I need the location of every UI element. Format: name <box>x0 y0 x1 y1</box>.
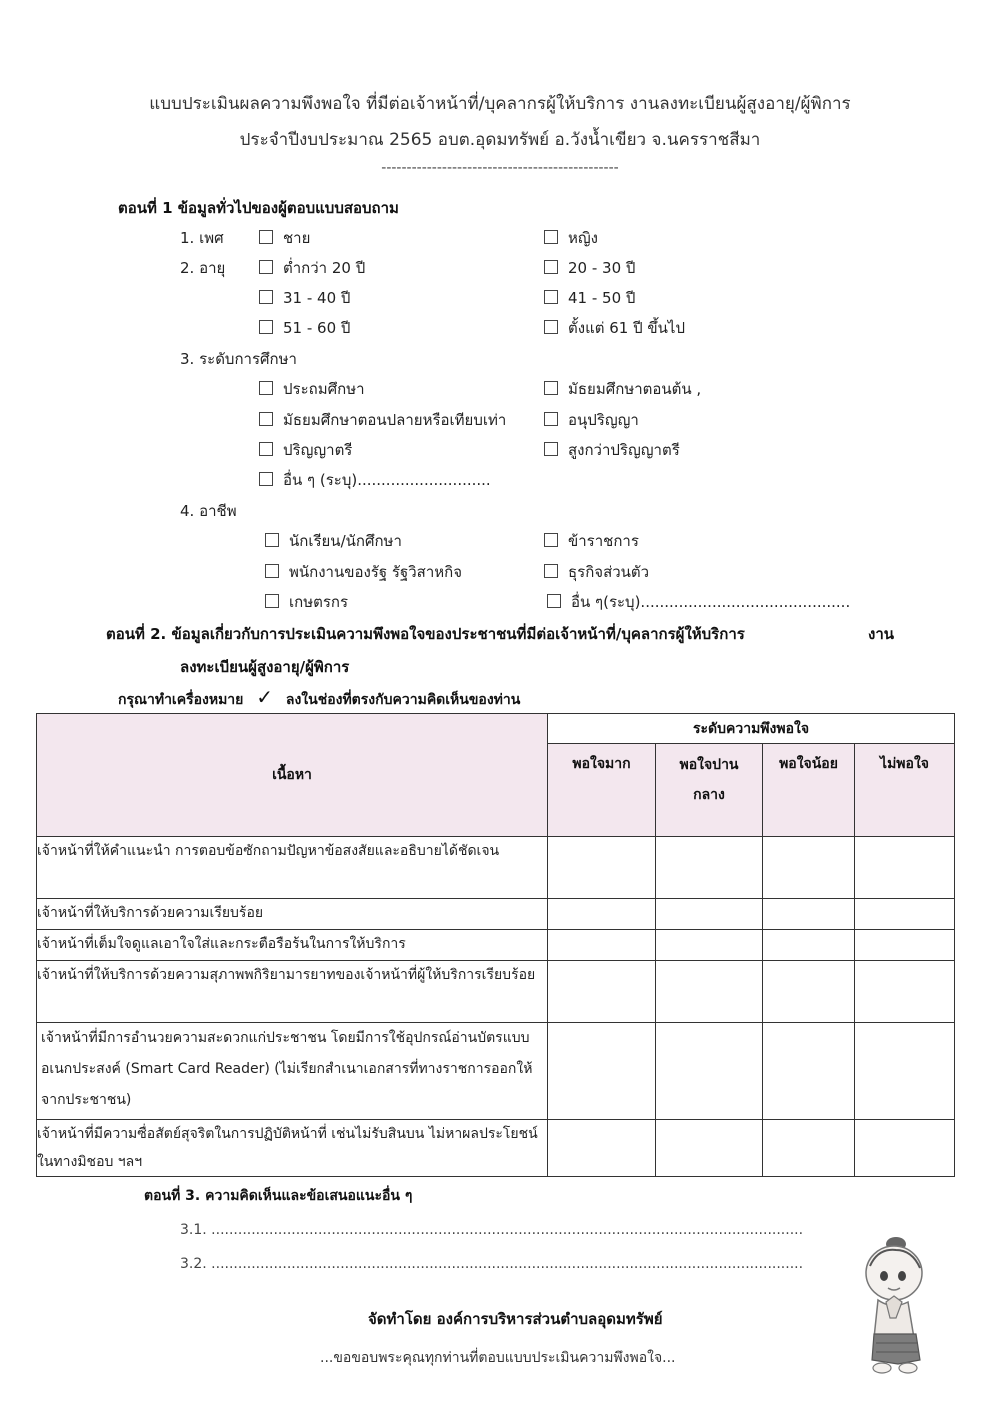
rating-cell[interactable] <box>656 1023 763 1120</box>
table-row <box>37 837 955 899</box>
checkbox[interactable] <box>544 320 558 334</box>
prepared-by: จัดทำโดย องค์การบริหารส่วนตำบลอุดมทรัพย์ <box>368 1310 663 1328</box>
gender-option-male[interactable]: ชาย <box>259 226 310 250</box>
table-row <box>37 961 955 1023</box>
rating-cell[interactable] <box>763 899 855 930</box>
row-criterion: เจ้าหน้าที่เต็มใจดูแลเอาใจใส่และกระตือรือร้นในการให้บริการ <box>37 930 548 961</box>
checkbox[interactable] <box>265 594 279 608</box>
checkbox[interactable] <box>265 533 279 547</box>
age-option-51-60[interactable]: 51 - 60 ปี <box>259 316 350 340</box>
part3-heading: ตอนที่ 3. ความคิดเห็นและข้อเสนอแนะอื่น ๆ <box>144 1188 413 1204</box>
satisfaction-table <box>36 713 955 1177</box>
satisfaction-level-header: ระดับความพึงพอใจ <box>548 714 955 744</box>
rating-cell[interactable] <box>656 961 763 1023</box>
mascot-boy-icon <box>848 1228 938 1378</box>
part2-heading-line1: ตอนที่ 2. ข้อมูลเกี่ยวกับการประเมินความพึงพอใจของประชาชนที่มีต่อเจ้าหน้าที่/บุคลากรผู้ให้บริการ <box>106 625 745 643</box>
age-option-under20[interactable]: ต่ำกว่า 20 ปี <box>259 256 365 280</box>
checkbox[interactable] <box>544 442 558 456</box>
rating-cell[interactable] <box>656 899 763 930</box>
rating-cell[interactable] <box>548 899 656 930</box>
occupation-label: 4. อาชีพ <box>180 502 237 520</box>
part1-heading: ตอนที่ 1 ข้อมูลทั่วไปของผู้ตอบแบบสอบถาม <box>118 199 399 217</box>
part2-heading-line2: ลงทะเบียนผู้สูงอายุ/ผู้พิการ <box>180 658 350 676</box>
checkbox[interactable] <box>544 533 558 547</box>
rating-cell[interactable] <box>855 961 955 1023</box>
rating-cell[interactable] <box>855 1023 955 1120</box>
occ-option-farmer[interactable]: เกษตรกร <box>265 590 348 614</box>
level-not-satisfied: ไม่พอใจ <box>855 744 955 837</box>
checkbox[interactable] <box>259 472 273 486</box>
occ-option-business[interactable]: ธุรกิจส่วนตัว <box>544 560 649 584</box>
comment-line-1[interactable]: 3.1. ..................................................................................................................................... <box>180 1222 804 1238</box>
content-header: เนื้อหา <box>37 714 548 837</box>
rating-cell[interactable] <box>763 961 855 1023</box>
checkbox[interactable] <box>259 381 273 395</box>
comment-line-2[interactable]: 3.2. ..................................................................................................................................... <box>180 1256 804 1272</box>
rating-cell[interactable] <box>855 930 955 961</box>
rating-cell[interactable] <box>855 1120 955 1177</box>
occ-option-state-employee[interactable]: พนักงานของรัฐ รัฐวิสาหกิจ <box>265 560 462 584</box>
edu-option-other[interactable]: อื่น ๆ (ระบุ)............................ <box>259 468 491 492</box>
level-moderately-satisfied: พอใจปาน กลาง <box>656 744 763 837</box>
checkbox[interactable] <box>265 564 279 578</box>
rating-cell[interactable] <box>763 1023 855 1120</box>
rating-cell[interactable] <box>656 1120 763 1177</box>
form-title-line1: แบบประเมินผลความพึงพอใจ ที่มีต่อเจ้าหน้าที่/บุคลากรผู้ให้บริการ งานลงทะเบียนผู้สูงอายุ/ผู้พิการ <box>149 94 851 114</box>
row-criterion: เจ้าหน้าที่ให้บริการด้วยความสุภาพพกิริยามารยาทของเจ้าหน้าที่ผู้ให้บริการเรียบร้อย <box>37 961 548 1023</box>
rating-cell[interactable] <box>656 837 763 899</box>
occ-option-student[interactable]: นักเรียน/นักศึกษา <box>265 529 402 553</box>
thank-you-note: ...ขอขอบพระคุณทุกท่านที่ตอบแบบประเมินความพึงพอใจ... <box>320 1350 676 1366</box>
gender-option-female[interactable]: หญิง <box>544 226 598 250</box>
row-criterion: เจ้าหน้าที่มีความซื่อสัตย์สุจริตในการปฏิบัติหน้าที่ เช่นไม่รับสินบน ไม่หาผลประโยชน์ ในทางมิชอบ ฯลฯ <box>37 1120 548 1177</box>
rating-cell[interactable] <box>548 1120 656 1177</box>
checkbox[interactable] <box>259 412 273 426</box>
part2-heading-tail: งาน <box>868 625 895 643</box>
checkbox[interactable] <box>259 230 273 244</box>
age-option-20-30[interactable]: 20 - 30 ปี <box>544 256 635 280</box>
table-row <box>37 1120 955 1177</box>
edu-option-primary[interactable]: ประถมศึกษา <box>259 377 365 401</box>
occ-option-civil-servant[interactable]: ข้าราชการ <box>544 529 639 553</box>
checkbox[interactable] <box>544 412 558 426</box>
level-slightly-satisfied: พอใจน้อย <box>763 744 855 837</box>
table-row <box>37 1023 955 1120</box>
level-very-satisfied: พอใจมาก <box>548 744 656 837</box>
education-label: 3. ระดับการศึกษา <box>180 350 297 368</box>
title-divider: ----------------------------------------------- <box>381 160 619 176</box>
checkbox[interactable] <box>544 260 558 274</box>
rating-cell[interactable] <box>548 930 656 961</box>
gender-label: 1. เพศ <box>180 229 224 247</box>
checkbox[interactable] <box>544 230 558 244</box>
rating-cell[interactable] <box>656 930 763 961</box>
age-label: 2. อายุ <box>180 259 226 277</box>
rating-cell[interactable] <box>855 837 955 899</box>
edu-option-upper-secondary[interactable]: มัธยมศึกษาตอนปลายหรือเทียบเท่า <box>259 408 506 432</box>
checkbox[interactable] <box>544 564 558 578</box>
rating-cell[interactable] <box>763 930 855 961</box>
edu-option-bachelor[interactable]: ปริญญาตรี <box>259 438 352 462</box>
age-option-31-40[interactable]: 31 - 40 ปี <box>259 286 350 310</box>
checkbox[interactable] <box>259 320 273 334</box>
rating-cell[interactable] <box>763 1120 855 1177</box>
row-criterion: เจ้าหน้าที่ให้บริการด้วยความเรียบร้อย <box>37 899 548 930</box>
checkbox[interactable] <box>259 260 273 274</box>
rating-cell[interactable] <box>763 837 855 899</box>
checkmark-icon: ✓ <box>256 685 274 709</box>
rating-cell[interactable] <box>548 1023 656 1120</box>
rating-cell[interactable] <box>855 899 955 930</box>
instruction: กรุณาทำเครื่องหมาย ✓ ลงในช่องที่ตรงกับความคิดเห็นของท่าน <box>118 685 521 709</box>
edu-option-above-bachelor[interactable]: สูงกว่าปริญญาตรี <box>544 438 680 462</box>
rating-cell[interactable] <box>548 961 656 1023</box>
edu-option-diploma[interactable]: อนุปริญญา <box>544 408 639 432</box>
age-option-41-50[interactable]: 41 - 50 ปี <box>544 286 635 310</box>
table-row <box>37 930 955 961</box>
table-row <box>37 899 955 930</box>
checkbox[interactable] <box>259 290 273 304</box>
rating-cell[interactable] <box>548 837 656 899</box>
checkbox[interactable] <box>259 442 273 456</box>
occ-option-other[interactable]: อื่น ๆ(ระบุ)............................................ <box>547 590 850 614</box>
checkbox[interactable] <box>547 594 561 608</box>
checkbox[interactable] <box>544 290 558 304</box>
edu-option-lower-secondary[interactable]: มัธยมศึกษาตอนต้น , <box>544 377 701 401</box>
form-title-line2: ประจำปีงบประมาณ 2565 อบต.อุดมทรัพย์ อ.วังน้ำเขียว จ.นครราชสีมา <box>239 130 761 150</box>
age-option-61-plus[interactable]: ตั้งแต่ 61 ปี ขึ้นไป <box>544 316 685 340</box>
row-criterion: เจ้าหน้าที่มีการอำนวยความสะดวกแก่ประชาชน โดยมีการใช้อุปกรณ์อ่านบัตรแบบอเนกประสงค์ (Smart Card Reader) (ไม่เรียกสำเนาเอกสารที่ทางราชการออกให้จากประชาชน) <box>37 1023 548 1120</box>
row-criterion: เจ้าหน้าที่ให้คำแนะนำ การตอบข้อซักถามปัญหาข้อสงสัยและอธิบายได้ชัดเจน <box>37 837 548 899</box>
checkbox[interactable] <box>544 381 558 395</box>
